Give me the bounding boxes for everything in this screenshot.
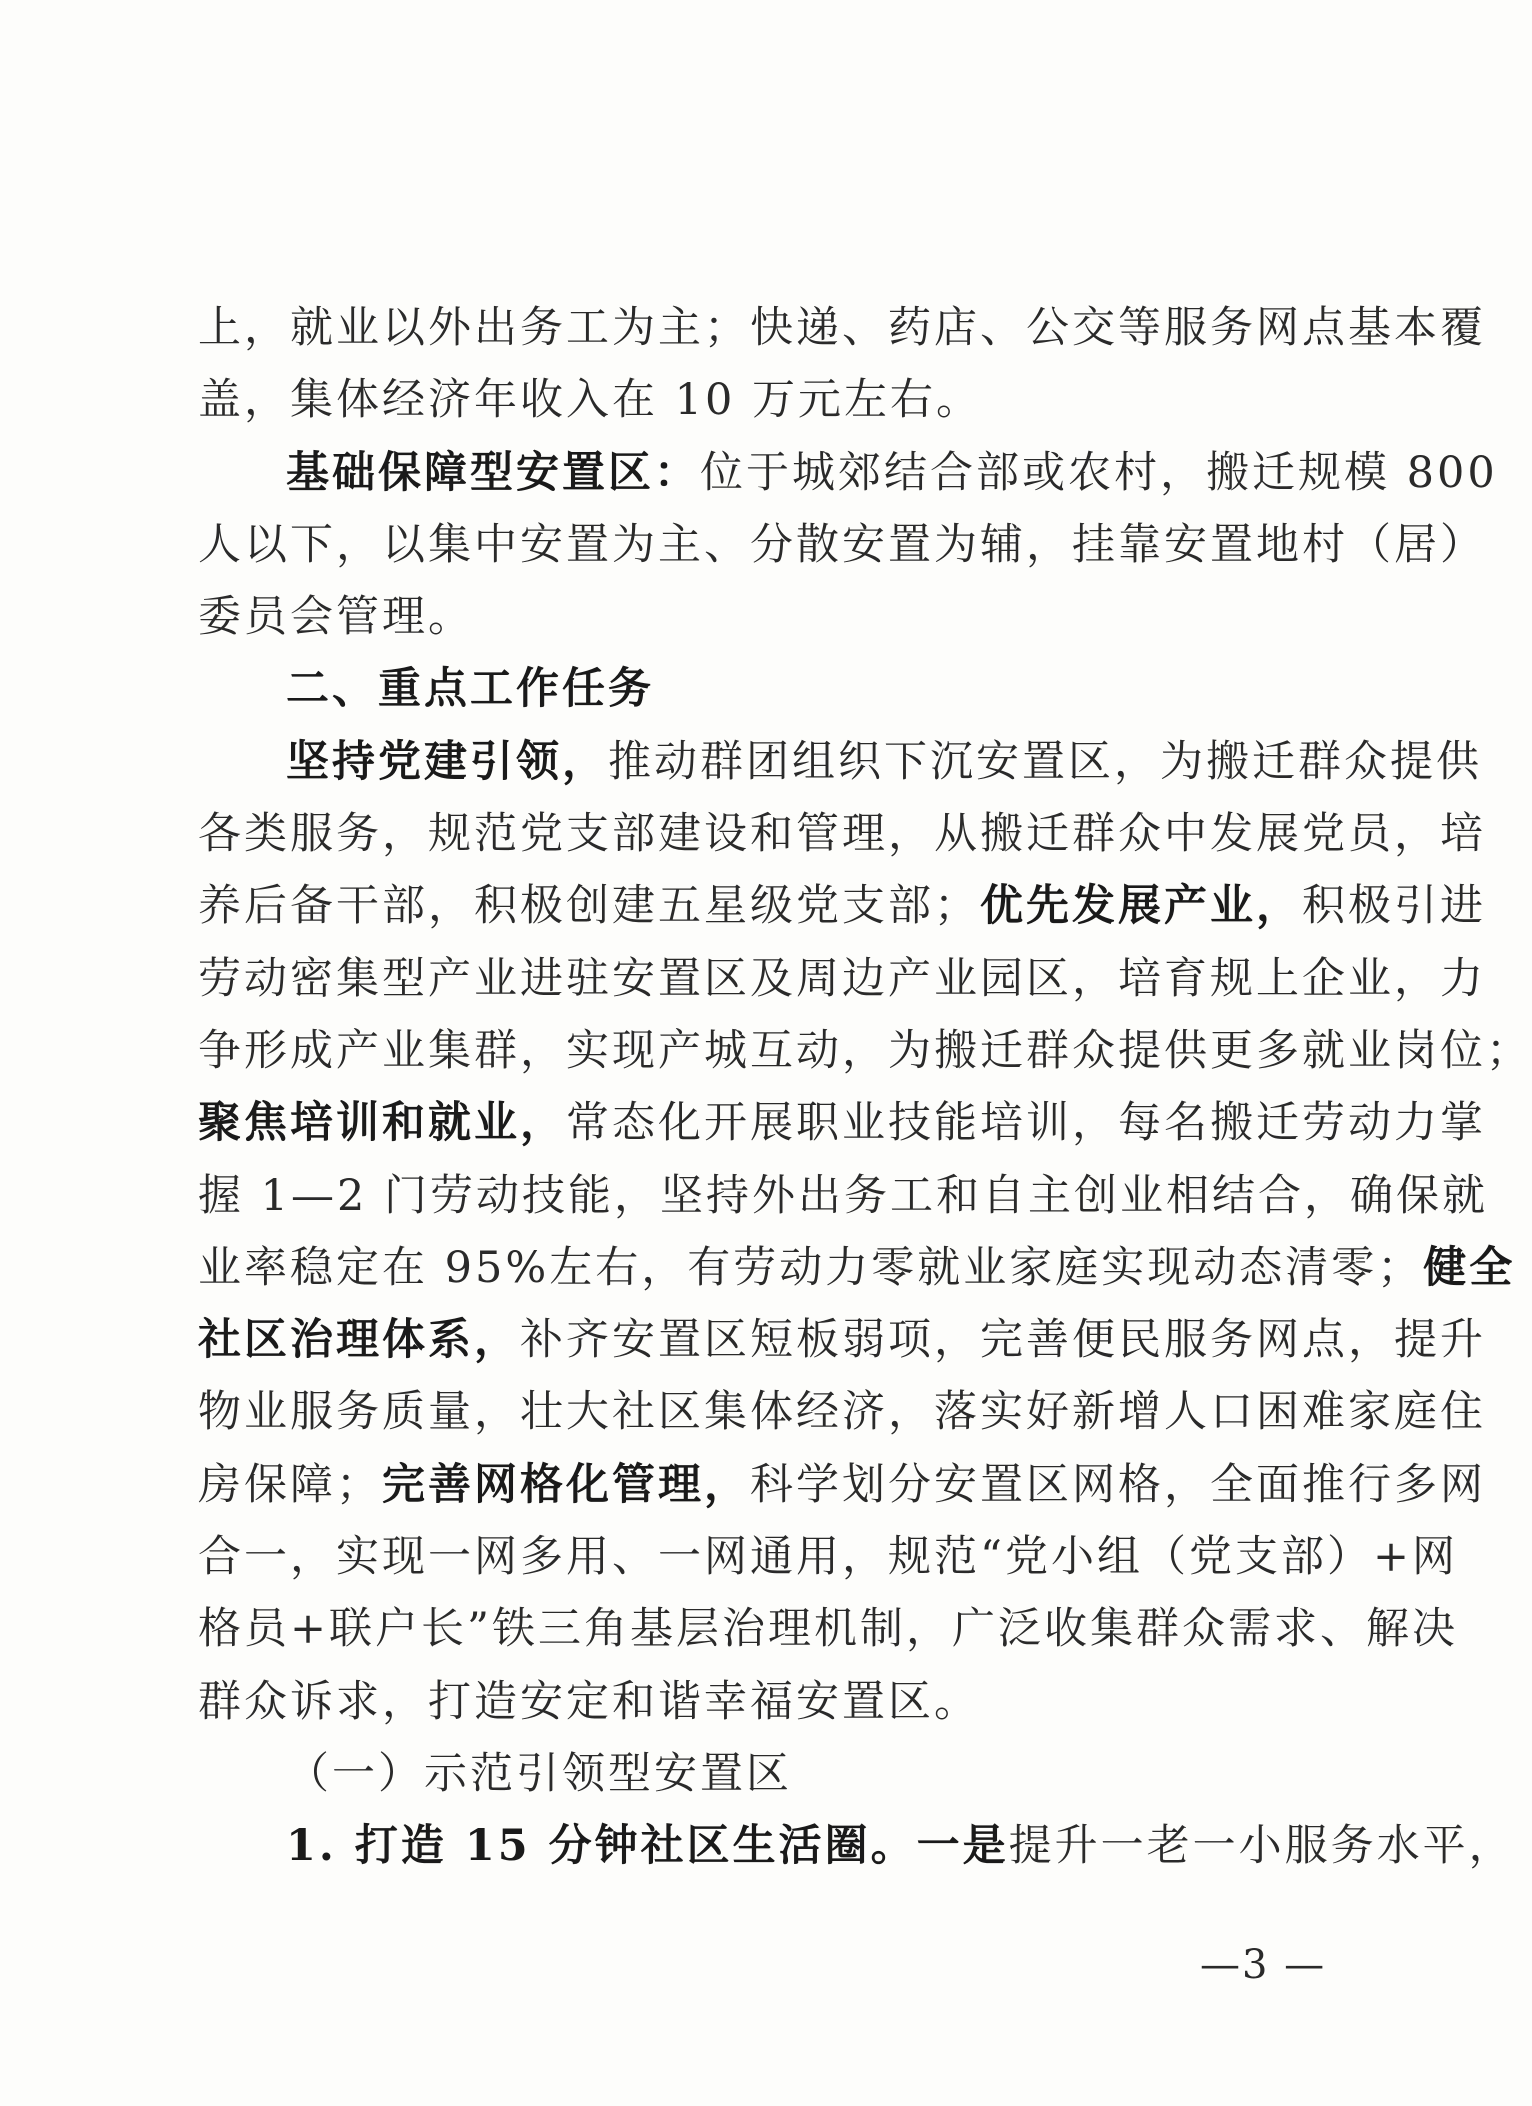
text-line	[198, 726, 1482, 798]
body-text	[198, 292, 1532, 1883]
text-run: （一）示范引领型安置区	[286, 1748, 792, 1799]
bold-phrase: 社区治理体系，	[198, 1315, 520, 1366]
bold-phrase: 1. 打造 15 分钟社区生活圈。一是	[286, 1821, 1009, 1872]
text-line	[198, 1160, 1489, 1232]
text-line	[198, 581, 1310, 653]
text-run: 盖，集体经济年收入在 10 万元左右。	[198, 375, 983, 426]
text-line	[198, 1666, 1310, 1738]
text-line	[198, 1521, 1459, 1593]
text-run: 握 1—2 门劳动技能，坚持外出务工和自主创业相结合，确保就	[198, 1170, 1489, 1221]
text-line	[198, 943, 1486, 1015]
section-heading	[198, 653, 1310, 725]
text-line	[198, 509, 1486, 581]
text-run: 各类服务，规范党支部建设和管理，从搬迁群众中发展党员，培	[198, 809, 1486, 860]
text-line	[198, 1232, 1516, 1304]
text-line	[198, 870, 1486, 942]
bold-phrase: 聚焦培训和就业，	[198, 1098, 566, 1149]
text-run: 人以下，以集中安置为主、分散安置为辅，挂靠安置地村（居）	[198, 519, 1486, 570]
text-run: 房保障；	[198, 1459, 382, 1510]
text-run: 提升一老一小服务水平，	[1008, 1821, 1515, 1872]
text-run: 争形成产业集群，实现产城互动，为搬迁群众提供更多就业岗位；	[198, 1025, 1532, 1076]
text-run: 位于城郊结合部或农村，搬迁规模 800	[700, 447, 1498, 498]
text-run: 格员+联户长”铁三角基层治理机制，广泛收集群众需求、解决	[198, 1604, 1459, 1655]
bold-phrase: 坚持党建引领，	[286, 736, 608, 787]
bold-phrase: 完善网格化管理，	[382, 1459, 750, 1510]
text-run: 合一，实现一网多用、一网通用，规范“党小组（党支部）+网	[198, 1532, 1459, 1583]
text-line	[198, 1810, 1515, 1882]
text-run: 推动群团组织下沉安置区，为搬迁群众提供	[608, 736, 1482, 787]
text-line	[198, 1376, 1486, 1448]
text-run: 养后备干部，积极创建五星级党支部；	[198, 881, 980, 932]
text-line	[198, 437, 1498, 509]
text-line	[198, 1304, 1486, 1376]
text-line	[198, 1087, 1486, 1159]
text-line	[198, 798, 1486, 870]
text-line	[198, 1593, 1459, 1665]
text-line	[198, 1449, 1486, 1521]
bold-phrase: 健全	[1423, 1242, 1516, 1293]
text-line	[198, 292, 1486, 364]
bold-phrase: 二、重点工作任务	[286, 664, 654, 715]
text-run: 委员会管理。	[198, 592, 474, 643]
page-number: —3 —	[1200, 1942, 1327, 1988]
text-run: 上，就业以外出务工为主；快递、药店、公交等服务网点基本覆	[198, 303, 1486, 353]
text-run: 群众诉求，打造安定和谐幸福安置区。	[198, 1676, 980, 1727]
bold-phrase: 优先发展产业，	[980, 881, 1302, 932]
text-run: 积极引进	[1302, 881, 1486, 932]
text-line	[198, 1015, 1532, 1087]
text-run: 劳动密集型产业进驻安置区及周边产业园区，培育规上企业，力	[198, 953, 1486, 1004]
text-run: 常态化开展职业技能培训，每名搬迁劳动力掌	[566, 1098, 1486, 1149]
bold-phrase: 基础保障型安置区：	[286, 447, 700, 498]
text-run: 业率稳定在 95%左右，有劳动力零就业家庭实现动态清零；	[198, 1242, 1424, 1293]
text-run: 补齐安置区短板弱项，完善便民服务网点，提升	[520, 1315, 1486, 1366]
subsection-heading	[198, 1738, 1310, 1810]
text-run: 物业服务质量，壮大社区集体经济，落实好新增人口困难家庭住	[198, 1387, 1486, 1438]
text-run: 科学划分安置区网格，全面推行多网	[750, 1459, 1486, 1510]
text-line	[198, 364, 1310, 436]
